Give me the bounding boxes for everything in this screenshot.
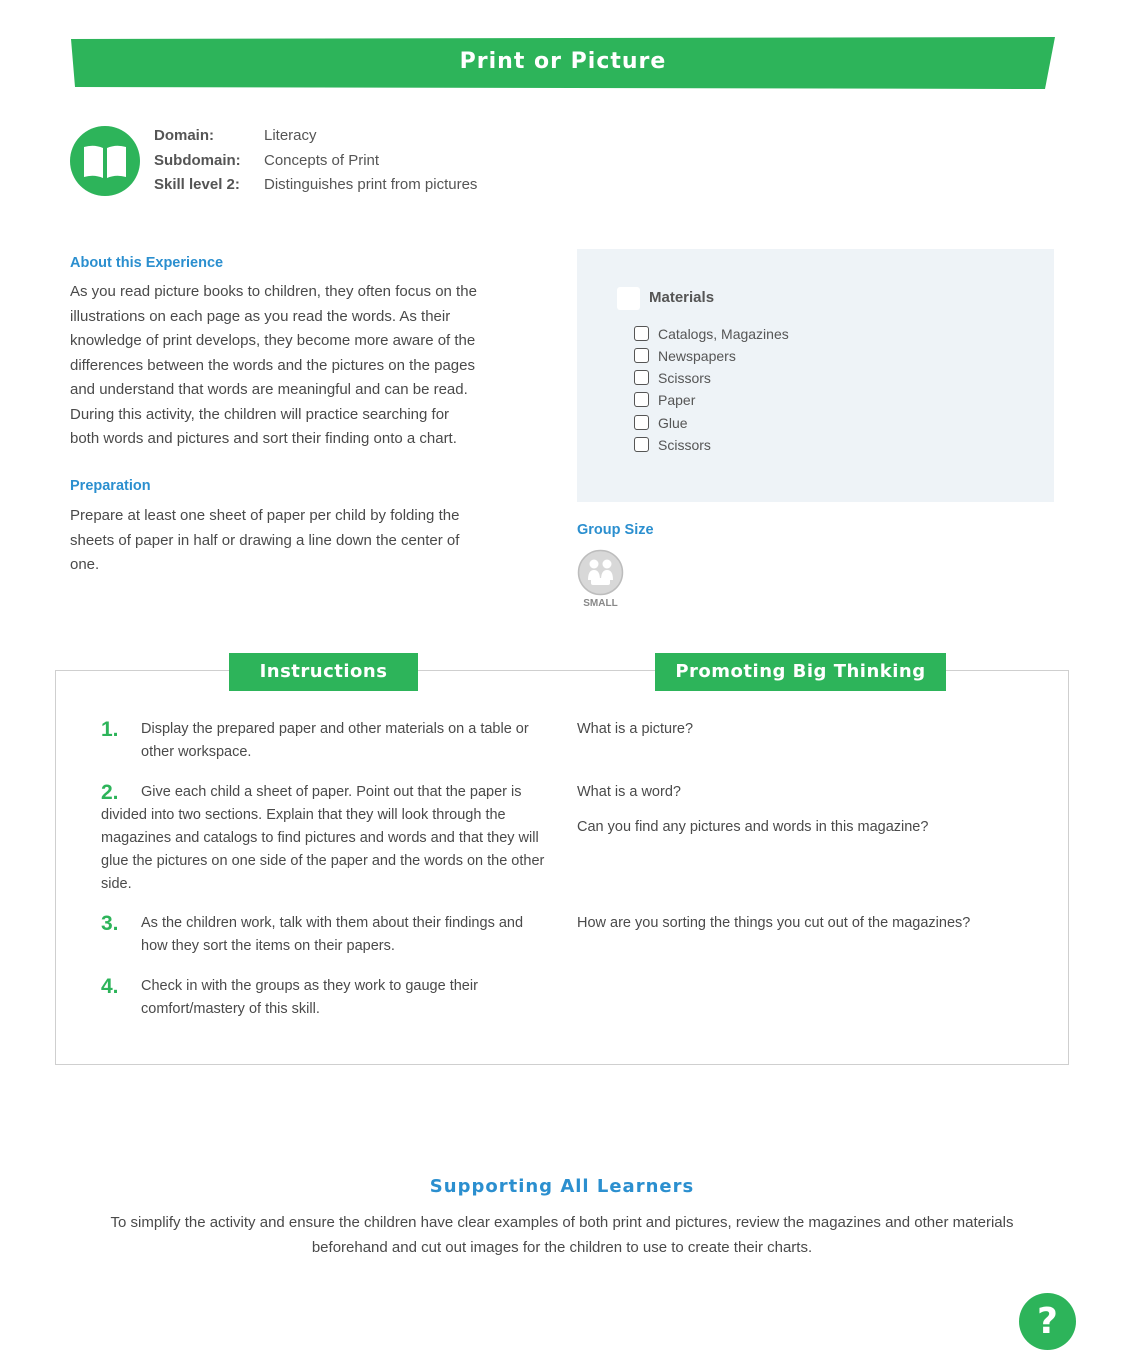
material-label: Glue	[658, 415, 688, 431]
big-thinking-question: How are you sorting the things you cut out of the magazines?	[577, 915, 971, 931]
preparation-line: sheets of paper in half or drawing a line down the center of	[70, 531, 460, 549]
subdomain-label: Subdomain:	[154, 152, 241, 169]
help-icon: ?	[1037, 1301, 1058, 1342]
step-text: Display the prepared paper and other materials on a table or other workspace.	[141, 721, 529, 760]
materials-panel	[577, 249, 1054, 502]
step-text: Check in with the groups as they work to gauge their comfort/mastery of this skill.	[141, 978, 478, 1017]
material-label: Scissors	[658, 370, 711, 386]
skill-label: Skill level 2:	[154, 176, 240, 193]
about-paragraph	[70, 280, 540, 452]
group-size-label: SMALL	[583, 598, 618, 609]
about-heading: About this Experience	[70, 255, 224, 271]
subdomain-value: Concepts of Print	[264, 152, 380, 169]
support-heading: Supporting All Learners	[429, 1176, 695, 1197]
group-size-heading: Group Size	[577, 522, 654, 538]
big-thinking-question: Can you find any pictures and words in this magazine?	[577, 819, 929, 835]
tab-promoting-big-thinking: Promoting Big Thinking	[655, 653, 946, 691]
support-text: To simplify the activity and ensure the children have clear examples of both print and pictures, review the magazines and other materials beforehand and cut out images for the children to use to create their charts.	[110, 1214, 1014, 1256]
about-line: knowledge of print develops, they become more aware of the	[70, 332, 476, 349]
material-checkbox[interactable]	[634, 415, 649, 430]
tab-instructions: Instructions	[229, 653, 418, 691]
open-book-icon	[70, 126, 140, 196]
material-label: Catalogs, Magazines	[658, 326, 789, 342]
about-line: both words and pictures and sort their finding onto a chart.	[70, 430, 457, 447]
preparation-line: Prepare at least one sheet of paper per child by folding the	[70, 507, 460, 524]
preparation-paragraph	[70, 504, 540, 578]
step-number: 3.	[101, 912, 119, 935]
preparation-heading: Preparation	[70, 478, 151, 494]
domain-label: Domain:	[154, 127, 214, 144]
page-title: Print or Picture	[459, 49, 667, 74]
step-text: As the children work, talk with them about their findings and how they sort the items on their papers.	[141, 915, 524, 954]
step-text: Give each child a sheet of paper. Point out that the paper is divided into two sections. Explain that they will look through the magazines and catalogs to find pictures and words and that they will glue the pictures on one side of the paper and the words on the other side.	[101, 784, 545, 892]
about-line: illustrations on each page as you read the words. As their	[70, 307, 451, 325]
big-thinking-question: What is a word?	[577, 784, 681, 800]
about-line: and understand that words are meaningful and can be read.	[70, 381, 468, 398]
domain-value: Literacy	[264, 127, 317, 144]
step-number: 2.	[101, 781, 119, 804]
materials-header-checkbox[interactable]	[617, 287, 640, 310]
material-label: Scissors	[658, 437, 711, 453]
big-thinking-question: What is a picture?	[577, 721, 694, 737]
about-line: During this activity, the children will practice searching for	[70, 405, 450, 423]
help-button[interactable]	[1019, 1293, 1076, 1350]
small-group-icon	[577, 549, 624, 596]
skill-value: Distinguishes print from pictures	[264, 176, 478, 193]
material-checkbox[interactable]	[634, 326, 649, 341]
material-checkbox[interactable]	[634, 437, 649, 452]
about-line: As you read picture books to children, they often focus on the	[70, 283, 477, 300]
step-number: 1.	[101, 718, 119, 741]
material-label: Paper	[658, 392, 696, 408]
preparation-line: one.	[70, 556, 100, 573]
step-number: 4.	[101, 975, 119, 998]
material-checkbox[interactable]	[634, 348, 649, 363]
material-checkbox[interactable]	[634, 370, 649, 385]
title-banner	[71, 37, 1055, 89]
material-label: Newspapers	[658, 348, 736, 364]
material-checkbox[interactable]	[634, 392, 649, 407]
materials-title: Materials	[649, 289, 715, 306]
about-line: differences between the words and the pictures on the pages	[70, 356, 475, 374]
